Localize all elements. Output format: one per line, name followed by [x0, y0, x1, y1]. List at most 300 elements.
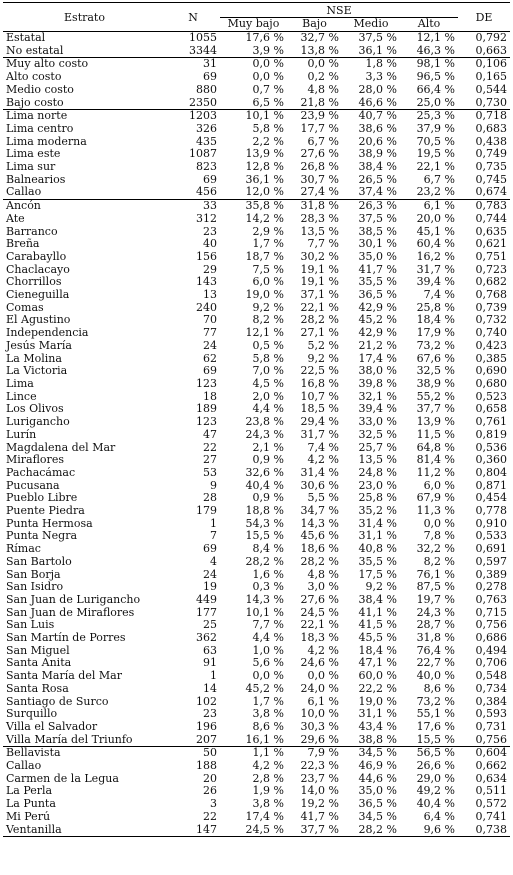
cell-medio: 41,5 %	[358, 619, 397, 632]
cell-medio: 35,5 %	[358, 555, 397, 568]
table-row	[3, 505, 510, 518]
cell-bajo: 0,2 %	[307, 71, 339, 84]
cell-muy-bajo: 13,9 %	[245, 148, 284, 161]
cell-estrato: San Bartolo	[6, 555, 72, 568]
cell-estrato: Santa Rosa	[6, 682, 69, 695]
cell-de: 0,385	[475, 352, 508, 365]
cell-medio: 46,9 %	[358, 760, 397, 773]
cell-alto: 67,6 %	[416, 352, 456, 365]
cell-bajo: 32,7 %	[287, 32, 342, 45]
header-bajo: Bajo	[287, 18, 342, 32]
cell-de: 0,635	[475, 225, 508, 238]
cell-muy-bajo: 35,8 %	[220, 200, 287, 213]
table-row	[3, 264, 510, 277]
cell-alto: 31,7 %	[416, 263, 456, 276]
cell-muy-bajo: 19,0 %	[245, 289, 284, 302]
cell-medio: 35,0 %	[358, 250, 397, 263]
cell-de: 0,740	[475, 327, 508, 340]
cell-alto: 39,4 %	[416, 276, 456, 289]
cell-medio: 39,8 %	[358, 377, 397, 390]
cell-n: 20	[203, 772, 217, 785]
cell-medio: 46,6 %	[358, 96, 397, 109]
cell-de: 0,792	[458, 32, 510, 45]
cell-n: 91	[203, 657, 217, 670]
cell-medio: 1,8 %	[342, 58, 400, 71]
cell-n: 196	[196, 720, 217, 733]
cell-bajo: 10,0 %	[300, 708, 339, 721]
cell-de: 0,745	[475, 173, 508, 186]
cell-medio: 38,4 %	[358, 161, 397, 174]
cell-n: 63	[203, 644, 217, 657]
cell-estrato: Ancón	[3, 200, 166, 213]
cell-alto: 18,4 %	[416, 314, 456, 327]
cell-alto: 64,8 %	[416, 441, 456, 454]
table-row	[3, 657, 510, 670]
table-row	[3, 454, 510, 467]
cell-estrato: Pueblo Libre	[6, 492, 78, 505]
cell-n: 449	[196, 593, 217, 606]
table-row	[3, 391, 510, 404]
table-row	[3, 238, 510, 251]
cell-estrato: La Victoria	[6, 365, 68, 378]
cell-de: 0,511	[475, 785, 508, 798]
cell-estrato: Medio costo	[6, 83, 74, 96]
cell-estrato: Lima moderna	[6, 135, 87, 148]
cell-muy-bajo: 28,2 %	[245, 555, 284, 568]
table-row	[3, 670, 510, 683]
cell-medio: 17,5 %	[358, 568, 397, 581]
cell-medio: 9,2 %	[365, 581, 397, 594]
cell-n: 1203	[166, 110, 220, 123]
cell-n: 31	[166, 58, 220, 71]
cell-muy-bajo: 2,8 %	[252, 772, 284, 785]
cell-de: 0,804	[475, 466, 508, 479]
cell-alto: 23,2 %	[416, 186, 456, 199]
cell-alto: 73,2 %	[416, 695, 456, 708]
cell-de: 0,572	[475, 798, 508, 811]
table-row	[3, 467, 510, 480]
cell-medio: 38,9 %	[358, 148, 397, 161]
cell-muy-bajo: 6,0 %	[252, 276, 284, 289]
cell-medio: 19,0 %	[358, 695, 397, 708]
cell-muy-bajo: 1,7 %	[252, 238, 284, 251]
cell-n: 28	[203, 492, 217, 505]
cell-n: 14	[203, 682, 217, 695]
cell-estrato: San Miguel	[6, 644, 70, 657]
cell-alto: 6,7 %	[423, 173, 456, 186]
cell-bajo: 31,8 %	[287, 200, 342, 213]
cell-muy-bajo: 10,1 %	[245, 606, 284, 619]
cell-muy-bajo: 8,6 %	[252, 720, 284, 733]
table-row	[3, 403, 510, 416]
cell-bajo: 22,1 %	[300, 301, 339, 314]
cell-de: 0,768	[475, 289, 508, 302]
cell-de: 0,634	[475, 772, 508, 785]
cell-medio: 13,5 %	[358, 454, 397, 467]
cell-bajo: 7,4 %	[307, 441, 339, 454]
cell-medio: 36,5 %	[358, 289, 397, 302]
cell-n: 29	[203, 263, 217, 276]
cell-bajo: 19,2 %	[300, 798, 339, 811]
cell-n: 53	[203, 466, 217, 479]
cell-muy-bajo: 1,9 %	[252, 785, 284, 798]
cell-estrato: Lima este	[6, 148, 61, 161]
cell-estrato: San Juan de Miraflores	[6, 606, 135, 619]
cell-medio: 42,9 %	[358, 327, 397, 340]
table-row	[3, 314, 510, 327]
cell-de: 0,690	[475, 365, 508, 378]
cell-bajo: 16,8 %	[300, 377, 339, 390]
cell-de: 0,751	[475, 250, 508, 263]
cell-medio: 28,2 %	[342, 824, 400, 837]
cell-bajo: 29,6 %	[300, 733, 339, 746]
cell-medio: 47,1 %	[358, 657, 397, 670]
cell-bajo: 13,8 %	[300, 44, 339, 57]
cell-n: 156	[196, 250, 217, 263]
cell-alto: 0,0 %	[423, 517, 456, 530]
cell-n: 69	[203, 543, 217, 556]
cell-n: 823	[196, 161, 217, 174]
cell-alto: 22,7 %	[416, 657, 456, 670]
table-row	[3, 123, 510, 136]
cell-estrato: Villa el Salvador	[6, 720, 98, 733]
cell-muy-bajo: 24,3 %	[245, 428, 284, 441]
cell-medio: 32,5 %	[358, 428, 397, 441]
cell-muy-bajo: 5,8 %	[252, 352, 284, 365]
cell-alto: 11,2 %	[416, 466, 456, 479]
cell-alto: 16,2 %	[416, 250, 456, 263]
cell-n: 312	[196, 212, 217, 225]
cell-medio: 22,2 %	[358, 682, 397, 695]
cell-muy-bajo: 1,6 %	[252, 568, 284, 581]
cell-n: 179	[196, 505, 217, 518]
cell-estrato: La Punta	[6, 798, 56, 811]
cell-bajo: 18,5 %	[300, 403, 339, 416]
table-row	[3, 136, 510, 149]
cell-bajo: 5,5 %	[307, 492, 339, 505]
cell-muy-bajo: 10,1 %	[220, 110, 287, 123]
cell-alto: 11,5 %	[416, 428, 456, 441]
cell-medio: 38,8 %	[358, 733, 397, 746]
cell-muy-bajo: 18,8 %	[245, 505, 284, 518]
header-nse: NSE	[220, 3, 458, 18]
cell-alto: 13,9 %	[416, 416, 456, 429]
cell-n: 143	[196, 276, 217, 289]
cell-de: 0,910	[475, 517, 508, 530]
cell-bajo: 30,7 %	[300, 173, 339, 186]
cell-bajo: 31,7 %	[300, 428, 339, 441]
cell-medio: 37,5 %	[358, 212, 397, 225]
cell-alto: 15,5 %	[416, 733, 456, 746]
table-row	[3, 632, 510, 645]
cell-estrato: Pachacámac	[6, 466, 76, 479]
cell-alto: 56,5 %	[400, 747, 458, 760]
cell-estrato: San Isidro	[6, 581, 64, 594]
cell-medio: 21,2 %	[358, 339, 397, 352]
cell-n: 123	[196, 377, 217, 390]
table-row	[3, 619, 510, 632]
table-row	[3, 186, 510, 199]
cell-bajo: 41,7 %	[300, 810, 339, 823]
table-row	[3, 543, 510, 556]
cell-muy-bajo: 40,4 %	[245, 479, 284, 492]
cell-estrato: Callao	[6, 186, 42, 199]
table-row	[3, 365, 510, 378]
cell-muy-bajo: 12,0 %	[245, 186, 284, 199]
cell-n: 189	[196, 403, 217, 416]
cell-bajo: 14,3 %	[300, 517, 339, 530]
cell-estrato: El Agustino	[6, 314, 71, 327]
cell-muy-bajo: 0,7 %	[252, 83, 284, 96]
cell-bajo: 30,2 %	[300, 250, 339, 263]
cell-muy-bajo: 12,8 %	[245, 161, 284, 174]
table-row	[3, 84, 510, 97]
cell-alto: 8,2 %	[423, 555, 456, 568]
cell-alto: 24,3 %	[416, 606, 456, 619]
cell-muy-bajo: 3,8 %	[252, 798, 284, 811]
cell-medio: 26,3 %	[342, 200, 400, 213]
cell-alto: 26,6 %	[416, 760, 456, 773]
cell-de: 0,749	[475, 148, 508, 161]
table-row	[3, 773, 510, 786]
cell-n: 1055	[166, 32, 220, 45]
cell-bajo: 34,7 %	[300, 505, 339, 518]
cell-alto: 87,5 %	[416, 581, 456, 594]
cell-alto: 45,1 %	[416, 225, 456, 238]
cell-de: 0,730	[475, 96, 508, 109]
cell-medio: 43,4 %	[358, 720, 397, 733]
cell-medio: 38,4 %	[358, 593, 397, 606]
cell-n: 1087	[189, 148, 217, 161]
cell-bajo: 0,0 %	[287, 58, 342, 71]
table-row	[3, 251, 510, 264]
cell-bajo: 24,5 %	[300, 606, 339, 619]
cell-de: 0,718	[458, 110, 510, 123]
cell-estrato: Magdalena del Mar	[6, 441, 116, 454]
cell-de: 0,680	[475, 377, 508, 390]
cell-n: 207	[196, 733, 217, 746]
cell-bajo: 9,2 %	[307, 352, 339, 365]
cell-bajo: 5,2 %	[307, 339, 339, 352]
table-row	[3, 161, 510, 174]
cell-medio: 36,5 %	[358, 798, 397, 811]
cell-de: 0,674	[475, 186, 508, 199]
cell-de: 0,706	[475, 657, 508, 670]
table-row	[3, 340, 510, 353]
cell-de: 0,783	[458, 200, 510, 213]
table-row	[3, 353, 510, 366]
cell-alto: 66,4 %	[416, 83, 456, 96]
cell-muy-bajo: 0,3 %	[252, 581, 284, 594]
header-alto: Alto	[400, 18, 458, 32]
cell-n: 22	[203, 441, 217, 454]
cell-bajo: 30,3 %	[300, 720, 339, 733]
cell-alto: 55,1 %	[416, 708, 456, 721]
cell-de: 0,738	[458, 824, 510, 837]
cell-n: 3	[210, 798, 217, 811]
table-header	[3, 3, 510, 32]
cell-medio: 31,1 %	[358, 530, 397, 543]
table-row	[3, 97, 510, 110]
cell-muy-bajo: 15,5 %	[245, 530, 284, 543]
cell-n: 27	[203, 454, 217, 467]
cell-medio: 38,6 %	[358, 122, 397, 135]
cell-alto: 76,1 %	[416, 568, 456, 581]
cell-de: 0,735	[475, 161, 508, 174]
table-row	[3, 607, 510, 620]
cell-bajo: 27,6 %	[300, 148, 339, 161]
cell-n: 22	[203, 810, 217, 823]
cell-muy-bajo: 5,6 %	[252, 657, 284, 670]
cell-estrato: Ventanilla	[3, 824, 166, 837]
table-row	[3, 289, 510, 302]
cell-bajo: 19,1 %	[300, 276, 339, 289]
cell-n: 13	[203, 289, 217, 302]
cell-estrato: San Juan de Lurigancho	[6, 593, 141, 606]
cell-medio: 38,0 %	[358, 365, 397, 378]
cell-muy-bajo: 32,6 %	[245, 466, 284, 479]
cell-alto: 46,3 %	[416, 44, 456, 57]
cell-alto: 96,5 %	[416, 71, 456, 84]
cell-de: 0,819	[475, 428, 508, 441]
cell-muy-bajo: 17,4 %	[245, 810, 284, 823]
cell-bajo: 29,4 %	[300, 416, 339, 429]
table-row	[3, 416, 510, 429]
cell-estrato: Lima centro	[6, 122, 74, 135]
header-muy-bajo: Muy bajo	[220, 18, 287, 32]
cell-medio: 25,7 %	[358, 441, 397, 454]
cell-medio: 45,5 %	[358, 632, 397, 645]
cell-de: 0,621	[475, 238, 508, 251]
cell-de: 0,763	[475, 593, 508, 606]
cell-n: 24	[203, 339, 217, 352]
table-row	[3, 492, 510, 505]
table-row	[3, 480, 510, 493]
cell-alto: 67,9 %	[416, 492, 456, 505]
cell-bajo: 22,5 %	[300, 365, 339, 378]
cell-estrato: Estatal	[3, 32, 166, 45]
table-row	[3, 518, 510, 531]
cell-alto: 8,6 %	[423, 682, 456, 695]
cell-muy-bajo: 7,0 %	[252, 365, 284, 378]
cell-muy-bajo: 0,0 %	[252, 71, 284, 84]
cell-de: 0,761	[475, 416, 508, 429]
cell-muy-bajo: 4,4 %	[252, 403, 284, 416]
cell-n: 47	[203, 428, 217, 441]
cell-alto: 76,4 %	[416, 644, 456, 657]
cell-estrato: Santiago de Surco	[6, 695, 109, 708]
cell-medio: 35,0 %	[358, 785, 397, 798]
cell-muy-bajo: 0,0 %	[252, 670, 284, 683]
cell-bajo: 27,4 %	[300, 186, 339, 199]
table-row	[3, 683, 510, 696]
cell-bajo: 4,8 %	[307, 568, 339, 581]
table-row	[3, 378, 510, 391]
cell-medio: 37,4 %	[358, 186, 397, 199]
cell-de: 0,360	[475, 454, 508, 467]
cell-bajo: 3,0 %	[307, 581, 339, 594]
cell-alto: 19,5 %	[416, 148, 456, 161]
cell-n: 69	[203, 365, 217, 378]
cell-n: 240	[196, 301, 217, 314]
cell-bajo: 28,2 %	[300, 314, 339, 327]
table-row	[3, 174, 510, 187]
cell-bajo: 30,6 %	[300, 479, 339, 492]
cell-bajo: 18,6 %	[300, 543, 339, 556]
cell-alto: 32,2 %	[416, 543, 456, 556]
cell-medio: 34,5 %	[342, 747, 400, 760]
cell-medio: 40,7 %	[342, 110, 400, 123]
cell-bajo: 19,1 %	[300, 263, 339, 276]
cell-n: 40	[203, 238, 217, 251]
cell-de: 0,106	[458, 58, 510, 71]
cell-alto: 60,4 %	[416, 238, 456, 251]
cell-bajo: 24,6 %	[300, 657, 339, 670]
cell-alto: 12,1 %	[400, 32, 458, 45]
cell-n: 23	[203, 225, 217, 238]
cell-estrato: Chorrillos	[6, 276, 62, 289]
cell-muy-bajo: 14,3 %	[245, 593, 284, 606]
cell-estrato: Punta Hermosa	[6, 517, 93, 530]
cell-de: 0,663	[475, 44, 508, 57]
cell-estrato: Chaclacayo	[6, 263, 70, 276]
cell-alto: 6,4 %	[423, 810, 456, 823]
cell-muy-bajo: 18,7 %	[245, 250, 284, 263]
cell-de: 0,686	[475, 632, 508, 645]
cell-n: 326	[196, 122, 217, 135]
cell-muy-bajo: 4,2 %	[252, 760, 284, 773]
table-row	[3, 798, 510, 811]
table-row	[3, 760, 510, 773]
cell-alto: 98,1 %	[400, 58, 458, 71]
cell-de: 0,732	[475, 314, 508, 327]
cell-n: 456	[196, 186, 217, 199]
cell-de: 0,389	[475, 568, 508, 581]
table-row	[3, 734, 510, 747]
cell-bajo: 4,2 %	[307, 454, 339, 467]
cell-alto: 70,5 %	[416, 135, 456, 148]
cell-bajo: 45,6 %	[300, 530, 339, 543]
cell-medio: 41,1 %	[358, 606, 397, 619]
cell-estrato: Santa María del Mar	[6, 670, 122, 683]
nse-table	[3, 2, 510, 837]
cell-alto: 40,0 %	[416, 670, 456, 683]
cell-n: 24	[203, 568, 217, 581]
cell-n: 2350	[189, 96, 217, 109]
cell-estrato: Mi Perú	[6, 810, 51, 823]
table-row	[3, 696, 510, 709]
cell-muy-bajo: 54,3 %	[245, 517, 284, 530]
cell-alto: 17,6 %	[416, 720, 456, 733]
cell-medio: 39,4 %	[358, 403, 397, 416]
cell-n: 7	[210, 530, 217, 543]
cell-bajo: 21,8 %	[300, 96, 339, 109]
cell-estrato: Breña	[6, 238, 40, 251]
cell-medio: 40,8 %	[358, 543, 397, 556]
table-row	[3, 110, 510, 123]
cell-bajo: 23,7 %	[300, 772, 339, 785]
cell-estrato: Jesús María	[6, 339, 72, 352]
table-row	[3, 226, 510, 239]
cell-medio: 28,0 %	[358, 83, 397, 96]
cell-n: 33	[166, 200, 220, 213]
cell-medio: 37,5 %	[342, 32, 400, 45]
cell-muy-bajo: 0,0 %	[220, 58, 287, 71]
cell-estrato: Lima sur	[6, 161, 56, 174]
table-row	[3, 581, 510, 594]
cell-estrato: Cieneguilla	[6, 289, 70, 302]
cell-alto: 11,3 %	[416, 505, 456, 518]
